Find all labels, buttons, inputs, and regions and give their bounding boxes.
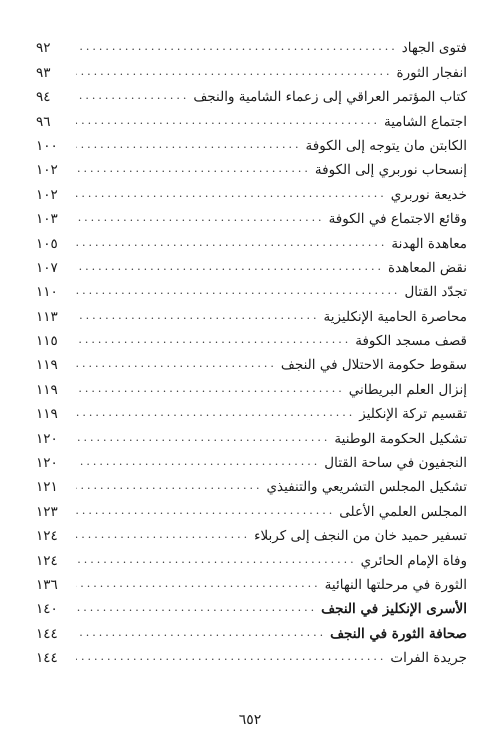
dot-leader (76, 553, 357, 567)
dot-leader (76, 601, 317, 615)
toc-entry-title: تجدّد القتال (404, 284, 467, 301)
dot-leader (76, 382, 345, 396)
dot-leader (76, 577, 321, 591)
toc-entry (36, 472, 467, 496)
table-of-contents (36, 33, 467, 667)
dot-leader (76, 626, 326, 640)
toc-entry (36, 496, 467, 520)
toc-entry-page: ١١٩ (36, 381, 58, 398)
toc-entry (36, 423, 467, 447)
toc-entry-page: ١٤٤ (36, 625, 58, 642)
toc-entry-title: سقوط حكومة الاحتلال في النجف (280, 357, 467, 374)
toc-entry-page: ١٤٠ (36, 601, 58, 618)
dot-leader (76, 479, 262, 493)
dot-leader (76, 504, 335, 518)
dot-leader (76, 138, 302, 152)
toc-entry-page: ٩٣ (36, 64, 51, 81)
toc-entry-title: خديعة نوربري (390, 186, 467, 203)
toc-entry-title: اجتماع الشامية (384, 113, 467, 130)
toc-entry (36, 350, 467, 374)
dot-leader (76, 333, 351, 347)
toc-entry-page: ١٢٤ (36, 552, 58, 569)
dot-leader (76, 236, 387, 250)
toc-entry (36, 301, 467, 325)
dot-leader (76, 89, 189, 103)
toc-entry-title: إنسحاب نوربري إلى الكوفة (314, 162, 467, 179)
toc-entry (36, 326, 467, 350)
dot-leader (76, 528, 250, 542)
toc-entry-title: المجلس العلمي الأعلى (339, 503, 467, 520)
toc-entry-title: الثورة في مرحلتها النهائية (324, 576, 467, 593)
toc-entry (36, 618, 467, 642)
toc-entry-title: الكابتن مان يتوجه إلى الكوفة (305, 137, 467, 154)
toc-entry (36, 594, 467, 618)
toc-entry (36, 399, 467, 423)
toc-entry (36, 179, 467, 203)
toc-entry-page: ١١٩ (36, 406, 58, 423)
toc-entry-page: ١٢٠ (36, 455, 58, 472)
dot-leader (76, 211, 325, 225)
toc-entry-title: الأسرى الإنكليز في النجف (321, 601, 467, 618)
toc-entry-page: ١١٩ (36, 357, 58, 374)
toc-entry (36, 204, 467, 228)
toc-entry (36, 374, 467, 398)
dot-leader (76, 455, 320, 469)
toc-entry-title: محاصرة الحامية الإنكليزية (323, 308, 467, 325)
toc-entry (36, 545, 467, 569)
dot-leader (76, 284, 400, 298)
toc-entry (36, 57, 467, 81)
toc-entry-title: نقض المعاهدة (388, 259, 467, 276)
toc-entry-page: ١٢٣ (36, 503, 58, 520)
toc-entry-page: ١٠٣ (36, 211, 58, 228)
toc-entry-page: ١٢٠ (36, 430, 58, 447)
dot-leader (76, 65, 393, 79)
toc-entry-page: ١٠٢ (36, 162, 58, 179)
toc-entry-page: ٩٤ (36, 89, 51, 106)
toc-entry (36, 253, 467, 277)
toc-entry-title: قصف مسجد الكوفة (355, 333, 467, 350)
toc-entry-title: صحافة الثورة في النجف (330, 625, 467, 642)
toc-entry (36, 131, 467, 155)
toc-entry-title: إنزال العلم البريطاني (348, 381, 467, 398)
toc-entry-title: جريدة الفرات (390, 650, 467, 667)
toc-entry-page: ١١٠ (36, 284, 58, 301)
toc-entry (36, 643, 467, 667)
toc-entry-page: ١٣٦ (36, 576, 58, 593)
toc-entry-page: ١١٥ (36, 333, 58, 350)
dot-leader (76, 260, 384, 274)
toc-entry-title: وقائع الاجتماع في الكوفة (328, 211, 467, 228)
toc-entry-page: ١٠٠ (36, 137, 58, 154)
toc-entry-title: معاهدة الهدنة (391, 235, 467, 252)
toc-entry (36, 155, 467, 179)
toc-entry-page: ١١٣ (36, 308, 58, 325)
dot-leader (76, 40, 398, 54)
toc-entry-title: وفاة الإمام الحائري (360, 552, 467, 569)
toc-entry-title: تسفير حميد خان من النجف إلى كربلاء (254, 528, 467, 545)
toc-entry-page: ١٢٤ (36, 528, 58, 545)
toc-entry-page: ١٢١ (36, 479, 58, 496)
dot-leader (76, 162, 311, 176)
toc-entry (36, 521, 467, 545)
toc-entry-page: ١٠٥ (36, 235, 58, 252)
toc-entry (36, 106, 467, 130)
toc-entry-title: تقسيم تركة الإنكليز (359, 406, 467, 423)
page-number: ٦٥٢ (238, 712, 262, 728)
toc-entry (36, 277, 467, 301)
toc-entry-title: انفجار الثورة (396, 64, 467, 81)
toc-entry-page: ١٠٧ (36, 259, 58, 276)
dot-leader (76, 357, 277, 371)
dot-leader (76, 650, 386, 664)
dot-leader (76, 406, 355, 420)
toc-entry-title: كتاب المؤتمر العراقي إلى زعماء الشامية والنجف (193, 89, 467, 106)
toc-entry-page: ١٠٢ (36, 186, 58, 203)
dot-leader (76, 431, 330, 445)
dot-leader (76, 187, 387, 201)
toc-entry (36, 448, 467, 472)
toc-entry (36, 570, 467, 594)
toc-entry-title: تشكيل الحكومة الوطنية (334, 430, 467, 447)
dot-leader (76, 114, 380, 128)
toc-entry (36, 33, 467, 57)
toc-entry-title: تشكيل المجلس التشريعي والتنفيذي (266, 479, 467, 496)
dot-leader (76, 309, 319, 323)
toc-entry-title: النجفيون في ساحة القتال (324, 455, 467, 472)
toc-entry (36, 82, 467, 106)
toc-entry-title: فتوى الجهاد (401, 40, 467, 57)
toc-entry-page: ١٤٤ (36, 650, 58, 667)
toc-entry (36, 228, 467, 252)
toc-entry-page: ٩٢ (36, 40, 51, 57)
toc-entry-page: ٩٦ (36, 113, 51, 130)
